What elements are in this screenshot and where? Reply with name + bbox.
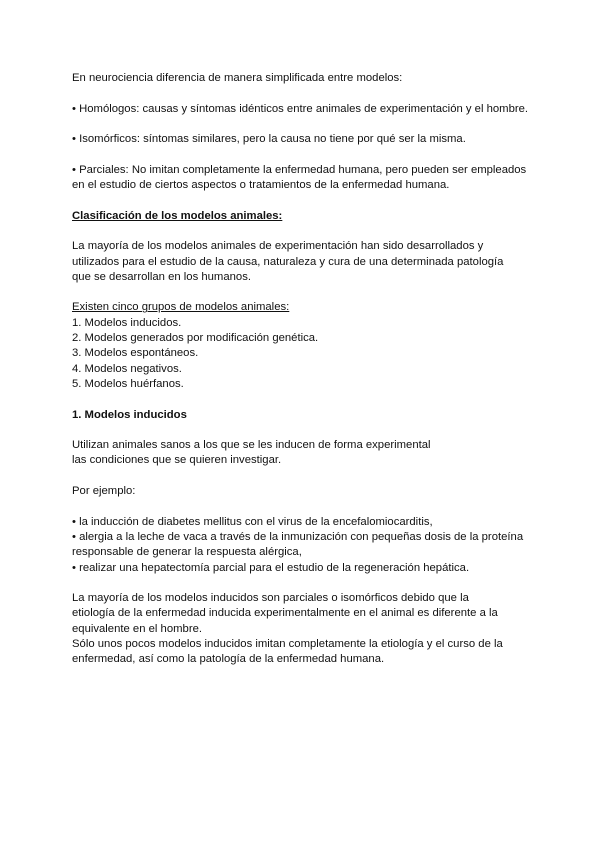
parciales-line-1: • Parciales: No imitan completamente la enfermedad humana, pero pueden ser empleados: [72, 163, 527, 176]
conclusion-line-3: equivalente en el hombre.: [72, 622, 203, 635]
conclusion-line-4: Sólo unos pocos modelos inducidos imitan completamente la etiología y el curso de la: [72, 637, 503, 650]
group-item-1: 1. Modelos inducidos.: [72, 316, 182, 329]
groups-heading: Existen cinco grupos de modelos animales:: [72, 301, 290, 314]
intro-paragraph: En neurociencia diferencia de manera simplificada entre modelos:: [72, 72, 403, 84]
induced-line-1: Utilizan animales sanos a los que se les inducen de forma experimental: [72, 439, 431, 452]
example-item-3: • realizar una hepatectomía parcial para el estudio de la regeneración hepática.: [72, 561, 470, 574]
conclusion-paragraph: [72, 591, 542, 667]
induced-paragraph: [72, 438, 542, 469]
example-item-2: • alergia a la leche de vaca a través de la inmunización con pequeñas dosis de la proteína: [72, 530, 524, 543]
example-item-2-cont: responsable de generar la respuesta alérgica,: [72, 546, 302, 559]
example-label: Por ejemplo:: [72, 485, 136, 498]
conclusion-line-2: etiología de la enfermedad inducida experimentalmente en el animal es diferente a la: [72, 607, 498, 620]
classification-paragraph: [72, 239, 542, 285]
example-item-1: • la inducción de diabetes mellitus con el virus de la encefalomiocarditis,: [72, 515, 433, 528]
conclusion-line-1: La mayoría de los modelos inducidos son parciales o isomórficos debido que la: [72, 592, 469, 605]
group-item-2: 2. Modelos generados por modificación genética.: [72, 332, 319, 345]
model-type-homologos: • Homólogos: causas y síntomas idénticos entre animales de experimentación y el hombre.: [72, 102, 529, 115]
group-item-3: 3. Modelos espontáneos.: [72, 347, 199, 360]
groups-list: [72, 300, 542, 392]
classification-line-2: utilizados para el estudio de la causa, naturaleza y cura de una determinada patología: [72, 255, 504, 268]
parciales-line-2: en el estudio de ciertos aspectos o tratamientos de la enfermedad humana.: [72, 179, 450, 192]
classification-line-1: La mayoría de los modelos animales de experimentación han sido desarrollados y: [72, 240, 484, 253]
induced-line-2: las condiciones que se quieren investigar.: [72, 454, 282, 467]
model-type-parciales: [72, 163, 542, 194]
examples-list: [72, 515, 542, 576]
induced-models-heading: 1. Modelos inducidos: [72, 408, 187, 421]
group-item-5: 5. Modelos huérfanos.: [72, 377, 184, 390]
group-item-4: 4. Modelos negativos.: [72, 362, 182, 375]
conclusion-line-5: enfermedad, así como la patología de la enfermedad humana.: [72, 653, 385, 666]
model-type-isomorficos: • Isomórficos: síntomas similares, pero la causa no tiene por qué ser la misma.: [72, 133, 466, 146]
classification-heading: Clasificación de los modelos animales:: [72, 209, 283, 222]
classification-line-3: que se desarrollan en los humanos.: [72, 270, 251, 283]
document-content: [72, 71, 542, 683]
